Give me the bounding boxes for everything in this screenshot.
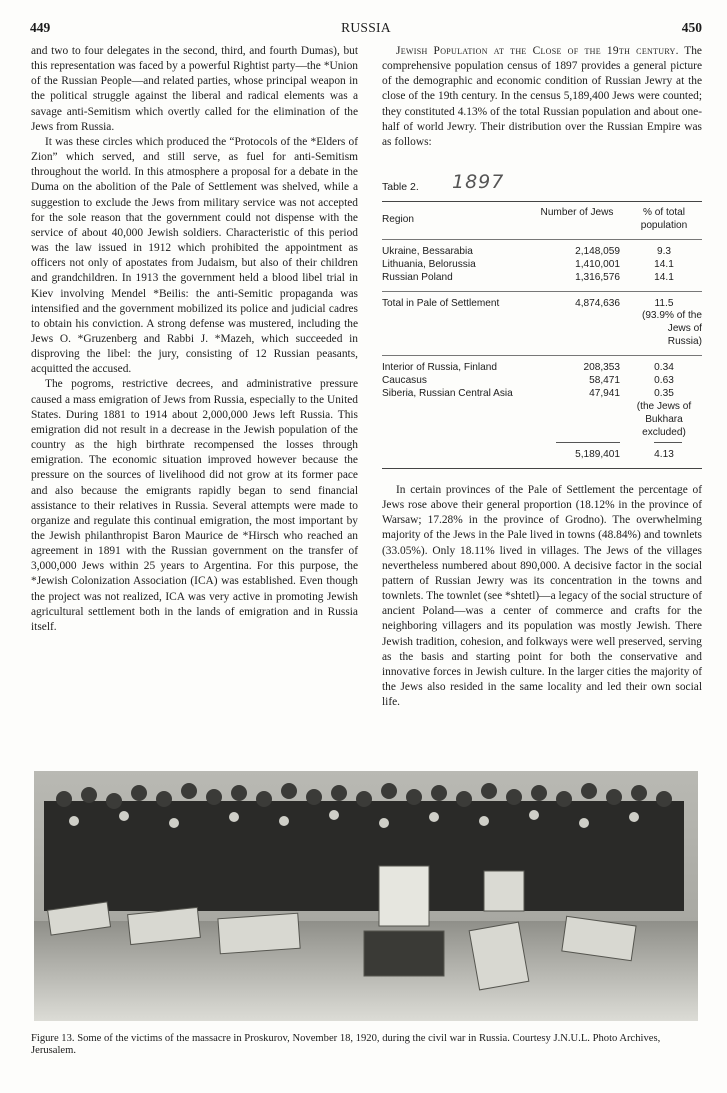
table-header (382, 202, 702, 239)
page-number-right: 450 (681, 20, 702, 35)
cell-region: Lithuania, Belorussia (382, 258, 476, 270)
other-rows (382, 356, 702, 467)
percent-value: 11.5 (654, 297, 674, 309)
table-row (382, 362, 702, 375)
photo-image (34, 771, 698, 1021)
cell-percent: 0.63 (654, 375, 674, 387)
cell-percent: 0.34 (654, 362, 674, 374)
cell-jews: 47,941 (589, 387, 620, 399)
pale-total (382, 292, 702, 356)
paragraph: The pogroms, restrictive decrees, and administrative pressure caused a mass emigration of Jews from Russia, especially to the United States. During 1881 to 1914 about 2,000,000 Jews left Russia. This emigration did not result in a decrease in the Jewish population of the country as the high birthrate recompensed the losses through emigration. The economic situation improved however because the pressure on the sources of livelihood did not grow at its former pace and also because the emigrants rapidly began to send financial assistance to their relatives in Russia. Several attempts were made to organize and regulate this continual emigration, the most important by the Jewish philanthropist Baron Maurice de *Hirsch who reached an agreement in 1891 with the Russian government on the transfer of 3,000,000 Jews within 25 years to Argentina. For this purpose, the *Jewish Colonization Association (ICA) was established. Even though the project was not realized, ICA was very active in promoting Jewish agricultural settlement both in the lands of emigration and in Russia itself. (31, 378, 358, 633)
percent-note: (93.9% of the Jews of Russia) (641, 310, 702, 348)
pale-rows (382, 240, 702, 291)
right-column (382, 44, 702, 150)
cell-jews-total: 5,189,401 (575, 448, 620, 460)
table-row (382, 272, 702, 285)
section-heading: Jewish Population at the Close of the 19th century. (396, 45, 679, 57)
cell-region: Total in Pale of Settlement (382, 297, 500, 309)
table-label: Table 2. (382, 181, 419, 193)
cell-percent: 9.3 (656, 245, 672, 257)
population-table (382, 201, 702, 469)
cell-jews: 58,471 (589, 375, 620, 387)
cell-region: Interior of Russia, Finland (382, 362, 498, 374)
table-row (382, 375, 702, 388)
cell-percent: 14.1 (654, 258, 674, 270)
cell-region: Ukraine, Bessarabia (382, 245, 473, 257)
cell-percent (620, 388, 702, 440)
header-percent: % of total population (640, 207, 688, 231)
paragraph: and two to four delegates in the second, third, and fourth Dumas), but this representation was faced by a powerful Rightist party—the *Union of the Russian People—and related parties, whose principal weapon in the political struggle against the liberal and radical elements was a savage anti-Semitism which overtly called for the elimination of the Jews from Russia. (31, 45, 358, 133)
page-header (30, 20, 702, 36)
cell-percent (620, 298, 702, 350)
cell-percent-total: 4.13 (654, 448, 674, 460)
figure-caption: Figure 13. Some of the victims of the massacre in Proskurov, November 18, 1920, during the civil war in Russia. Courtesy J.N.U.L. Photo Archives, Jerusalem. (31, 1033, 661, 1057)
percent-value: 0.35 (654, 387, 674, 399)
page-number-left: 449 (30, 20, 51, 35)
header-number: Number of Jews (540, 207, 614, 218)
figure-photo (34, 771, 698, 1021)
paragraph: It was these circles which produced the “Protocols of the *Elders of Zion” which served, and still serve, as fuel for anti-Semitism throughout the world. In this atmosphere a proposal for a debate in the Duma on the abolition of the Pale of Settlement was shelved, while a suggestion to exclude the Jews from military service was not accepted for the sole reason that the government could not dispense with the service of about 40,000 Jewish soldiers. Characteristic of this period was the law issued in 1912 which prohibited the appointment as officers not only of apostates from Judaism, but also of their children and grandchildren. In 1913 the government held a blood libel trial in Kiev involving Mendel *Beilis: the anti-Semitic propaganda was intensified and the government mobilized its police and judicial cadres to obtain his conviction. A strong defense was mustered, including the Jews O. *Gruzenberg and Rabbi J. *Mazeh, which succeeded in disproving the libel: the jury, consisting of 12 Russian peasants, acquitted the accused. (31, 135, 358, 376)
cell-percent: 14.1 (654, 271, 674, 283)
grand-total-row (382, 449, 702, 462)
paragraph: In certain provinces of the Pale of Settlement the percentage of Jews rose above their general proportion (18.12% in the province of Warsaw; 17.28% in the province of Grodno). The overwhelming majority of the Jews in the Pale lived in towns (48.84%) and townlets (33.05%). Only 18.11% lived in villages. The Jews of the villages nevertheless numbered about 890,000. A decisive factor in the social pattern of Russian Jewry was its concentration in the towns and townlets. The townlet (see *shtetl)—a legacy of the social structure of ancient Poland—was a center of commerce and crafts for the neighboring villagers and its population was mostly Jewish. There Jewish tradition, cohesion, and folkways were well preserved, serving as the basis and starting point for both the conservative and innovative forces in Jewish culture. In the larger cities the majority of the Jews also resided in the same locality and led their own social life. (382, 484, 702, 709)
running-title: RUSSIA (341, 20, 391, 35)
cell-region: Caucasus (382, 375, 427, 387)
table-row (382, 298, 702, 350)
table-row (382, 259, 702, 272)
cell-jews: 4,874,636 (575, 297, 620, 309)
table-row (382, 388, 702, 440)
section-intro (382, 44, 702, 150)
cell-jews: 1,410,001 (575, 258, 620, 270)
left-column (31, 44, 358, 635)
sum-rules (382, 442, 702, 443)
handwritten-annotation: 1897 (452, 171, 505, 193)
cell-region: Siberia, Russian Central Asia (382, 387, 513, 399)
cell-jews: 208,353 (583, 362, 620, 374)
cell-jews: 1,316,576 (575, 271, 620, 283)
intro-text: The comprehensive population census of 1897 provides a general picture of the demographic and economic condition of Russian Jewry at the close of the 19th century. In the census 5,189,400 Jews were counted; they constituted 4.13% of the total Russian population and about one-half of world Jewry. Their distribution over the Russian Empire was as follows: (382, 45, 702, 148)
right-column-continued (382, 483, 702, 710)
cell-region: Russian Poland (382, 271, 453, 283)
header-region: Region (382, 214, 414, 225)
cell-jews: 2,148,059 (575, 245, 620, 257)
table-row (382, 246, 702, 259)
percent-note: (the Jews of Bukhara excluded) (636, 400, 692, 438)
